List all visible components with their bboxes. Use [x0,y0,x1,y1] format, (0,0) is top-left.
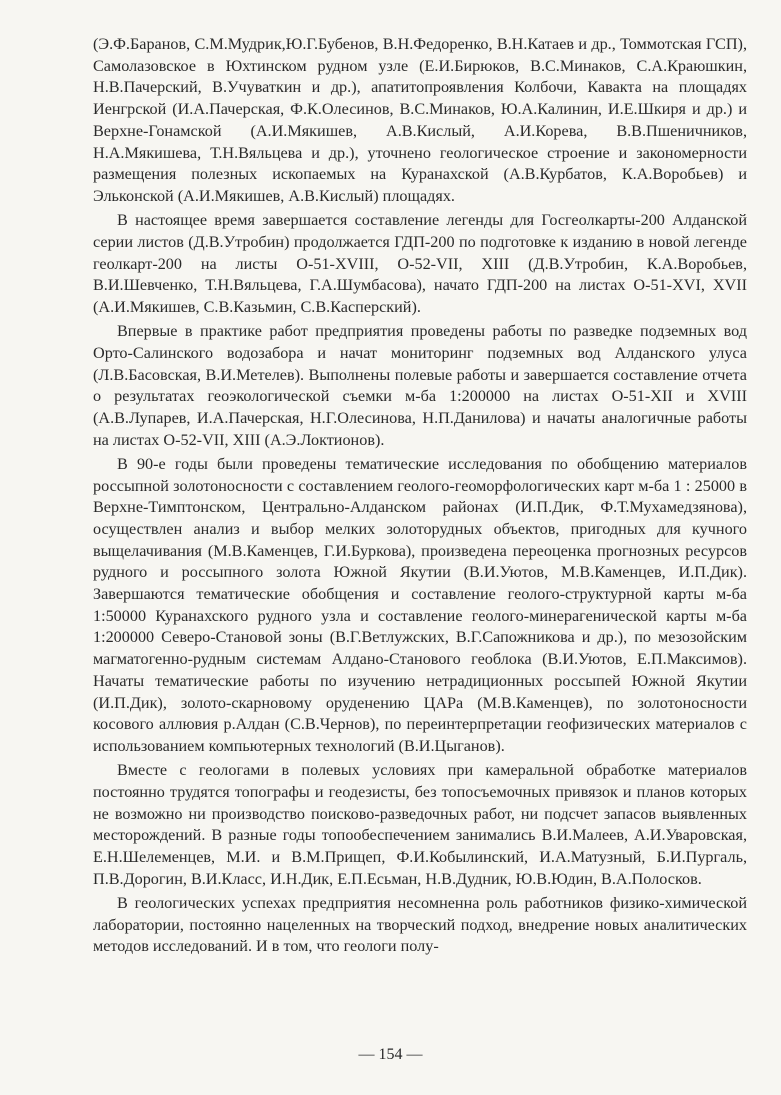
paragraph-6: В геологических успехах предприятия несомненна роль работников физико-химической лаборатории, постоянно нацеленных на творческий подход, внедрение новых аналитических методов исследований. И в том, что геологи полу- [93,893,747,956]
page-body [93,34,747,961]
page-number: — 154 — [358,1046,423,1063]
paragraph-4: В 90-е годы были проведены тематические исследования по обобщению материалов россыпной золотоносности с составлением геолого-геоморфологических карт м-ба 1 : 25000 в Верхне-Тимптонском, Центрально-Алданском районах (И.П.Дик, Ф.Т.Мухамедзянова), осуществлен анализ и выбор мелких золоторудных объектов, пригодных для кучного выщелачивания (М.В.Каменцев, Г.И.Буркова), произведена переоценка прогнозных ресурсов рудного и россыпного золота Южной Якутии (В.И.Уютов, М.В.Каменцев, И.П.Дик). Завершаются тематические обобщения и составление геолого-структурной карты м-ба 1:50000 Куранахского рудного узла и составление геолого-минерагенической карты м-ба 1:200000 Северо-Становой зоны (В.Г.Ветлужских, В.Г.Сапожникова и др.), по мезозойским магматогенно-рудным системам Алдано-Станового геоблока (В.И.Уютов, Е.П.Максимов). Начаты тематические работы по изучению нетрадиционных россыпей Южной Якутии (И.П.Дик), золото-скарновому оруденению ЦАРа (М.В.Каменцев), по золотоносности косового аллювия р.Алдан (С.В.Чернов), по переинтерпретации геофизических материалов с использованием компьютерных технологий (В.И.Цыганов). [93,454,747,755]
paragraph-1: (Э.Ф.Баранов, С.М.Мудрик,Ю.Г.Бубенов, В.Н.Федоренко, В.Н.Катаев и др., Томмотская ГСП), Самолазовское в Юхтинском рудном узле (Е.И.Бирюков, В.С.Минаков, С.А.Краюшкин, Н.В.Пачерский, В.Учуваткин и др.), апатитопроявления Колбочи, Кавакта на площадях Иенгрской (И.А.Пачерская, Ф.К.Олесинов, В.С.Минаков, Ю.А.Калинин, И.Е.Шкиря и др.) и Верхне-Гонамской (А.И.Мякишев, А.В.Кислый, А.И.Корева, В.В.Пшеничников, Н.А.Мякишева, Т.Н.Вяльцева и др.), уточнено геологическое строение и закономерности размещения полезных ископаемых на Куранахской (А.В.Курбатов, К.А.Воробьев) и Эльконской (А.И.Мякишев, А.В.Кислый) площадях. [93,35,747,205]
paragraph-3: Впервые в практике работ предприятия проведены работы по разведке подземных вод Орто-Салинского водозабора и начат мониторинг подземных вод Алданского улуса (Л.В.Басовская, В.И.Метелев). Выполнены полевые работы и завершается составление отчета о результатах геоэкологической съемки м-ба 1:200000 на листах O-51-XII и XVIII (А.В.Лупарев, И.А.Пачерская, Н.Г.Олесинова, Н.П.Данилова) и начаты аналогичные работы на листах O-52-VII, XIII (А.Э.Локтионов). [93,322,747,449]
paragraph-5: Вместе с геологами в полевых условиях при камеральной обработке материалов постоянно трудятся топографы и геодезисты, без топосъемочных привязок и планов которых не возможно ни производство поисково-разведочных работ, ни подсчет запасов выявленных месторождений. В разные годы топообеспечением занимались В.И.Малеев, А.И.Уваровская, Е.Н.Шелеменцев, М.И. и В.М.Прищеп, Ф.И.Кобылинский, И.А.Матузный, Б.И.Пургаль, П.В.Дорогин, В.И.Класс, И.Н.Дик, Е.П.Есьман, Н.В.Дудник, Ю.В.Юдин, В.А.Полосков. [93,761,747,888]
paragraph-2: В настоящее время завершается составление легенды для Госгеолкарты-200 Алданской серии листов (Д.В.Утробин) продолжается ГДП-200 по подготовке к изданию в новой легенде геолкарт-200 на листы O-51-XVIII, O-52-VII, XIII (Д.В.Утробин, К.А.Воробьев, В.И.Шевченко, Т.Н.Вяльцева, Г.А.Шумбасова), начато ГДП-200 на листах O-51-XVI, XVII (А.И.Мякишев, С.В.Казьмин, С.В.Касперский). [93,211,747,316]
